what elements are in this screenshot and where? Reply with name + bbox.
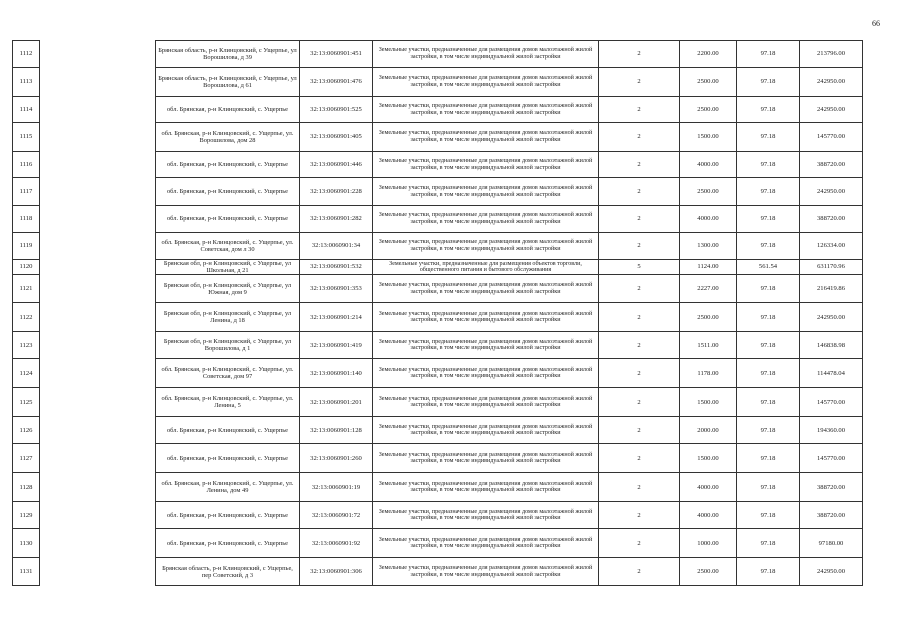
row-number: 1117 <box>13 178 40 206</box>
area-cell: 2500.00 <box>680 97 737 123</box>
rate-cell: 97.18 <box>737 303 800 332</box>
row-number: 1121 <box>13 275 40 303</box>
cadastral-value-cell: 388720.00 <box>800 206 863 233</box>
rate-cell: 97.18 <box>737 233 800 260</box>
group-cell: 2 <box>599 473 680 502</box>
cadastral-value-cell: 631170.96 <box>800 260 863 275</box>
land-use-cell: Земельные участки, предназначенные для размещения домов малоэтажной жилой застройки, в том числе индивидуальной жилой застройки <box>373 473 599 502</box>
table-row <box>13 502 863 529</box>
row-number: 1130 <box>13 529 40 558</box>
group-cell: 2 <box>599 123 680 152</box>
cadastral-number-cell: 32:13:0060901:446 <box>300 152 373 178</box>
row-number: 1115 <box>13 123 40 152</box>
cadastral-number-cell: 32:13:0060901:228 <box>300 178 373 206</box>
cadastral-number-cell: 32:13:0060901:214 <box>300 303 373 332</box>
land-use-cell: Земельные участки, предназначенные для размещения домов малоэтажной жилой застройки, в том числе индивидуальной жилой застройки <box>373 303 599 332</box>
land-use-cell: Земельные участки, предназначенные для размещения домов малоэтажной жилой застройки, в том числе индивидуальной жилой застройки <box>373 68 599 97</box>
address-cell: обл. Брянская, р-н Клинцовский, с. Ущерпье <box>156 178 300 206</box>
rate-cell: 97.18 <box>737 332 800 359</box>
address-cell: обл. Брянская, р-н Клинцовский, с. Ущерпье <box>156 97 300 123</box>
group-cell: 2 <box>599 303 680 332</box>
land-parcels-table <box>12 40 863 586</box>
rate-cell: 97.18 <box>737 206 800 233</box>
rate-cell: 97.18 <box>737 97 800 123</box>
group-cell: 2 <box>599 529 680 558</box>
spacer-cell <box>40 359 156 388</box>
group-cell: 2 <box>599 206 680 233</box>
table-row <box>13 41 863 68</box>
group-cell: 2 <box>599 332 680 359</box>
cadastral-number-cell: 32:13:0060901:419 <box>300 332 373 359</box>
area-cell: 1500.00 <box>680 444 737 473</box>
area-cell: 2500.00 <box>680 558 737 586</box>
cadastral-number-cell: 32:13:0060901:34 <box>300 233 373 260</box>
address-cell: обл. Брянская, р-н Клинцовский, с. Ущерпье <box>156 502 300 529</box>
cadastral-number-cell: 32:13:0060901:451 <box>300 41 373 68</box>
table-row <box>13 233 863 260</box>
row-number: 1112 <box>13 41 40 68</box>
cadastral-value-cell: 242950.00 <box>800 68 863 97</box>
group-cell: 2 <box>599 152 680 178</box>
cadastral-value-cell: 126334.00 <box>800 233 863 260</box>
group-cell: 2 <box>599 233 680 260</box>
group-cell: 2 <box>599 359 680 388</box>
spacer-cell <box>40 41 156 68</box>
address-cell: обл. Брянская, р-н Клинцовский, с. Ущерпье, ул. Ворошилова, дом 28 <box>156 123 300 152</box>
area-cell: 4000.00 <box>680 473 737 502</box>
address-cell: Брянская область, р-н Клинцовский, с Ущерпье, пер Советский, д 3 <box>156 558 300 586</box>
rate-cell: 97.18 <box>737 41 800 68</box>
row-number: 1129 <box>13 502 40 529</box>
row-number: 1120 <box>13 260 40 275</box>
row-number: 1122 <box>13 303 40 332</box>
address-cell: обл. Брянская, р-н Клинцовский, с. Ущерпье, ул. Ленина, дом 49 <box>156 473 300 502</box>
rate-cell: 561.54 <box>737 260 800 275</box>
table-row <box>13 332 863 359</box>
group-cell: 2 <box>599 275 680 303</box>
row-number: 1114 <box>13 97 40 123</box>
group-cell: 2 <box>599 41 680 68</box>
rate-cell: 97.18 <box>737 152 800 178</box>
group-cell: 2 <box>599 444 680 473</box>
cadastral-value-cell: 114478.04 <box>800 359 863 388</box>
table-row <box>13 444 863 473</box>
address-cell: обл. Брянская, р-н Клинцовский, с. Ущерпье <box>156 152 300 178</box>
land-use-cell: Земельные участки, предназначенные для размещения объектов торговли, общественного питания и бытового обслуживания <box>373 260 599 275</box>
area-cell: 1124.00 <box>680 260 737 275</box>
address-cell: Брянская обл, р-н Клинцовский, с Ущерпье, ул Ворошилова, д 1 <box>156 332 300 359</box>
row-number: 1118 <box>13 206 40 233</box>
spacer-cell <box>40 233 156 260</box>
address-cell: обл. Брянская, р-н Клинцовский, с. Ущерпье <box>156 417 300 444</box>
cadastral-value-cell: 97180.00 <box>800 529 863 558</box>
spacer-cell <box>40 123 156 152</box>
area-cell: 2500.00 <box>680 303 737 332</box>
cadastral-value-cell: 242950.00 <box>800 97 863 123</box>
land-use-cell: Земельные участки, предназначенные для размещения домов малоэтажной жилой застройки, в том числе индивидуальной жилой застройки <box>373 152 599 178</box>
area-cell: 2200.00 <box>680 41 737 68</box>
address-cell: обл. Брянская, р-н Клинцовский, с. Ущерпье <box>156 529 300 558</box>
rate-cell: 97.18 <box>737 275 800 303</box>
group-cell: 2 <box>599 502 680 529</box>
address-cell: обл. Брянская, р-н Клинцовский, с. Ущерпье <box>156 206 300 233</box>
table-row <box>13 359 863 388</box>
spacer-cell <box>40 275 156 303</box>
spacer-cell <box>40 529 156 558</box>
cadastral-number-cell: 32:13:0060901:282 <box>300 206 373 233</box>
table-row <box>13 558 863 586</box>
table-row <box>13 152 863 178</box>
cadastral-value-cell: 216419.86 <box>800 275 863 303</box>
land-use-cell: Земельные участки, предназначенные для размещения домов малоэтажной жилой застройки, в том числе индивидуальной жилой застройки <box>373 359 599 388</box>
table-row <box>13 206 863 233</box>
cadastral-number-cell: 32:13:0060901:92 <box>300 529 373 558</box>
spacer-cell <box>40 303 156 332</box>
area-cell: 2227.00 <box>680 275 737 303</box>
address-cell: Брянская обл, р-н Клинцовский, с Ущерпье, ул Школьная, д 21 <box>156 260 300 275</box>
rate-cell: 97.18 <box>737 123 800 152</box>
cadastral-number-cell: 32:13:0060901:140 <box>300 359 373 388</box>
land-use-cell: Земельные участки, предназначенные для размещения домов малоэтажной жилой застройки, в том числе индивидуальной жилой застройки <box>373 206 599 233</box>
area-cell: 2000.00 <box>680 417 737 444</box>
cadastral-value-cell: 388720.00 <box>800 152 863 178</box>
cadastral-number-cell: 32:13:0060901:128 <box>300 417 373 444</box>
land-use-cell: Земельные участки, предназначенные для размещения домов малоэтажной жилой застройки, в том числе индивидуальной жилой застройки <box>373 332 599 359</box>
rate-cell: 97.18 <box>737 558 800 586</box>
address-cell: Брянская область, р-н Клинцовский, с Ущерпье, ул Ворошилова, д 61 <box>156 68 300 97</box>
land-use-cell: Земельные участки, предназначенные для размещения домов малоэтажной жилой застройки, в том числе индивидуальной жилой застройки <box>373 41 599 68</box>
area-cell: 1511.00 <box>680 332 737 359</box>
table-row <box>13 529 863 558</box>
rate-cell: 97.18 <box>737 473 800 502</box>
group-cell: 2 <box>599 388 680 417</box>
rate-cell: 97.18 <box>737 178 800 206</box>
row-number: 1126 <box>13 417 40 444</box>
row-number: 1128 <box>13 473 40 502</box>
address-cell: Брянская область, р-н Клинцовский, с Ущерпье, ул Ворошилова, д 39 <box>156 41 300 68</box>
group-cell: 2 <box>599 558 680 586</box>
land-use-cell: Земельные участки, предназначенные для размещения домов малоэтажной жилой застройки, в том числе индивидуальной жилой застройки <box>373 123 599 152</box>
address-cell: обл. Брянская, р-н Клинцовский, с. Ущерпье, ул. Советская, дом л 30 <box>156 233 300 260</box>
group-cell: 2 <box>599 178 680 206</box>
spacer-cell <box>40 473 156 502</box>
spacer-cell <box>40 558 156 586</box>
spacer-cell <box>40 152 156 178</box>
row-number: 1113 <box>13 68 40 97</box>
land-use-cell: Земельные участки, предназначенные для размещения домов малоэтажной жилой застройки, в том числе индивидуальной жилой застройки <box>373 275 599 303</box>
land-use-cell: Земельные участки, предназначенные для размещения домов малоэтажной жилой застройки, в том числе индивидуальной жилой застройки <box>373 97 599 123</box>
cadastral-value-cell: 145770.00 <box>800 444 863 473</box>
land-use-cell: Земельные участки, предназначенные для размещения домов малоэтажной жилой застройки, в том числе индивидуальной жилой застройки <box>373 178 599 206</box>
land-use-cell: Земельные участки, предназначенные для размещения домов малоэтажной жилой застройки, в том числе индивидуальной жилой застройки <box>373 388 599 417</box>
address-cell: Брянская обл, р-н Клинцовский, с Ущерпье, ул Южная, дом 9 <box>156 275 300 303</box>
land-use-cell: Земельные участки, предназначенные для размещения домов малоэтажной жилой застройки, в том числе индивидуальной жилой застройки <box>373 233 599 260</box>
spacer-cell <box>40 417 156 444</box>
table-row <box>13 275 863 303</box>
area-cell: 2500.00 <box>680 68 737 97</box>
spacer-cell <box>40 388 156 417</box>
page-number: 66 <box>872 19 880 28</box>
group-cell: 2 <box>599 417 680 444</box>
area-cell: 1300.00 <box>680 233 737 260</box>
land-use-cell: Земельные участки, предназначенные для размещения домов малоэтажной жилой застройки, в том числе индивидуальной жилой застройки <box>373 529 599 558</box>
cadastral-value-cell: 194360.00 <box>800 417 863 444</box>
group-cell: 2 <box>599 68 680 97</box>
rate-cell: 97.18 <box>737 417 800 444</box>
table-row <box>13 260 863 275</box>
row-number: 1131 <box>13 558 40 586</box>
rate-cell: 97.18 <box>737 502 800 529</box>
spacer-cell <box>40 332 156 359</box>
cadastral-number-cell: 32:13:0060901:405 <box>300 123 373 152</box>
table-row <box>13 417 863 444</box>
spacer-cell <box>40 444 156 473</box>
cadastral-number-cell: 32:13:0060901:201 <box>300 388 373 417</box>
cadastral-number-cell: 32:13:0060901:476 <box>300 68 373 97</box>
cadastral-value-cell: 242950.00 <box>800 558 863 586</box>
area-cell: 1178.00 <box>680 359 737 388</box>
table-row <box>13 388 863 417</box>
cadastral-number-cell: 32:13:0060901:260 <box>300 444 373 473</box>
area-cell: 4000.00 <box>680 206 737 233</box>
spacer-cell <box>40 97 156 123</box>
land-use-cell: Земельные участки, предназначенные для размещения домов малоэтажной жилой застройки, в том числе индивидуальной жилой застройки <box>373 558 599 586</box>
address-cell: обл. Брянская, р-н Клинцовский, с. Ущерпье, ул. Советская, дом 97 <box>156 359 300 388</box>
table-row <box>13 97 863 123</box>
address-cell: обл. Брянская, р-н Клинцовский, с. Ущерпье <box>156 444 300 473</box>
table-row <box>13 68 863 97</box>
cadastral-value-cell: 145770.00 <box>800 388 863 417</box>
cadastral-value-cell: 242950.00 <box>800 303 863 332</box>
table-row <box>13 123 863 152</box>
cadastral-value-cell: 146838.98 <box>800 332 863 359</box>
spacer-cell <box>40 502 156 529</box>
rate-cell: 97.18 <box>737 388 800 417</box>
cadastral-value-cell: 145770.00 <box>800 123 863 152</box>
table-row <box>13 303 863 332</box>
row-number: 1123 <box>13 332 40 359</box>
cadastral-value-cell: 213796.00 <box>800 41 863 68</box>
cadastral-number-cell: 32:13:0060901:19 <box>300 473 373 502</box>
rate-cell: 97.18 <box>737 359 800 388</box>
cadastral-number-cell: 32:13:0060901:525 <box>300 97 373 123</box>
cadastral-value-cell: 242950.00 <box>800 178 863 206</box>
cadastral-value-cell: 388720.00 <box>800 473 863 502</box>
land-use-cell: Земельные участки, предназначенные для размещения домов малоэтажной жилой застройки, в том числе индивидуальной жилой застройки <box>373 444 599 473</box>
area-cell: 1000.00 <box>680 529 737 558</box>
spacer-cell <box>40 206 156 233</box>
area-cell: 4000.00 <box>680 502 737 529</box>
cadastral-value-cell: 388720.00 <box>800 502 863 529</box>
rate-cell: 97.18 <box>737 444 800 473</box>
land-use-cell: Земельные участки, предназначенные для размещения домов малоэтажной жилой застройки, в том числе индивидуальной жилой застройки <box>373 502 599 529</box>
spacer-cell <box>40 260 156 275</box>
spacer-cell <box>40 68 156 97</box>
row-number: 1125 <box>13 388 40 417</box>
row-number: 1119 <box>13 233 40 260</box>
spacer-cell <box>40 178 156 206</box>
area-cell: 4000.00 <box>680 152 737 178</box>
cadastral-number-cell: 32:13:0060901:306 <box>300 558 373 586</box>
row-number: 1116 <box>13 152 40 178</box>
table-row <box>13 473 863 502</box>
address-cell: Брянская обл, р-н Клинцовский, с Ущерпье, ул Ленина, д 18 <box>156 303 300 332</box>
table-row <box>13 178 863 206</box>
row-number: 1127 <box>13 444 40 473</box>
rate-cell: 97.18 <box>737 68 800 97</box>
address-cell: обл. Брянская, р-н Клинцовский, с. Ущерпье, ул. Ленина, 5 <box>156 388 300 417</box>
cadastral-number-cell: 32:13:0060901:72 <box>300 502 373 529</box>
area-cell: 1500.00 <box>680 388 737 417</box>
group-cell: 2 <box>599 97 680 123</box>
cadastral-number-cell: 32:13:0060901:532 <box>300 260 373 275</box>
group-cell: 5 <box>599 260 680 275</box>
land-use-cell: Земельные участки, предназначенные для размещения домов малоэтажной жилой застройки, в том числе индивидуальной жилой застройки <box>373 417 599 444</box>
rate-cell: 97.18 <box>737 529 800 558</box>
area-cell: 1500.00 <box>680 123 737 152</box>
area-cell: 2500.00 <box>680 178 737 206</box>
cadastral-number-cell: 32:13:0060901:353 <box>300 275 373 303</box>
row-number: 1124 <box>13 359 40 388</box>
